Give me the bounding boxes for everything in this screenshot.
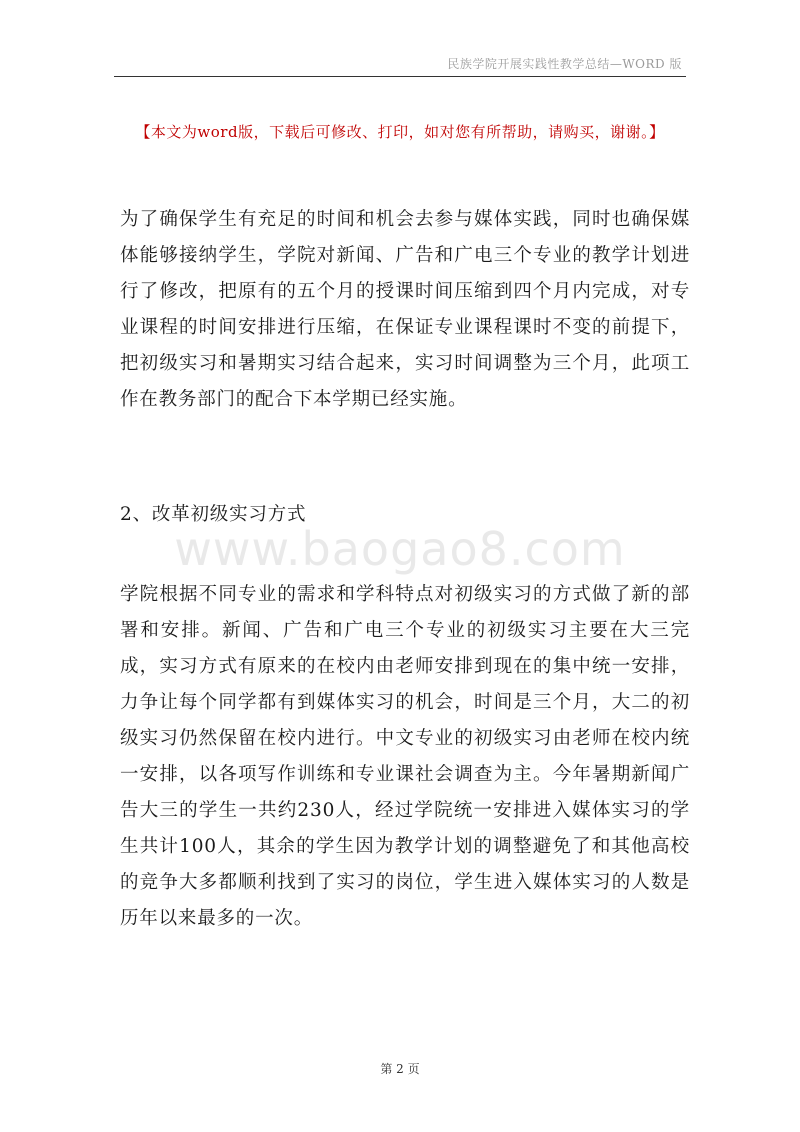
- page-number: 第 2 页: [380, 1062, 420, 1076]
- section-heading-2: 2、改革初级实习方式: [120, 504, 307, 525]
- running-header: 民族学院开展实践性教学总结—WORD 版: [447, 57, 682, 71]
- paragraph-1: 为了确保学生有充足的时间和机会去参与媒体实践，同时也确保媒体能够接纳学生，学院对新闻、广告和广电三个专业的教学计划进行了修改，把原有的五个月的授课时间压缩到四个月内完成，对专业课程的时间安排进行压缩，在保证专业课程课时不变的前提下，把初级实习和暑期实习结合起来，实习时间调整为三个月，此项工作在教务部门的配合下本学期已经实施。: [120, 209, 690, 410]
- site-watermark: www.baogao8.com: [174, 522, 626, 576]
- paragraph-2: 学院根据不同专业的需求和学科特点对初级实习的方式做了新的部署和安排。新闻、广告和广电三个专业的初级实习主要在大三完成，实习方式有原来的在校内由老师安排到现在的集中统一安排，力争让每个同学都有到媒体实习的机会，时间是三个月，大二的初级实习仍然保留在校内进行。中文专业的初级实习由老师在校内统一安排，以各项写作训练和专业课社会调查为主。今年暑期新闻广告大三的学生一共约230人，经过学院统一安排进入媒体实习的学生共计100人，其余的学生因为教学计划的调整避免了和其他高校的竞争大多都顺利找到了实习的岗位，学生进入媒体实习的人数是历年以来最多的一次。: [120, 584, 690, 929]
- header-divider: [114, 76, 686, 77]
- purchase-notice: 【本文为word版，下载后可修改、打印，如对您有所帮助，请购买，谢谢。】: [135, 123, 665, 141]
